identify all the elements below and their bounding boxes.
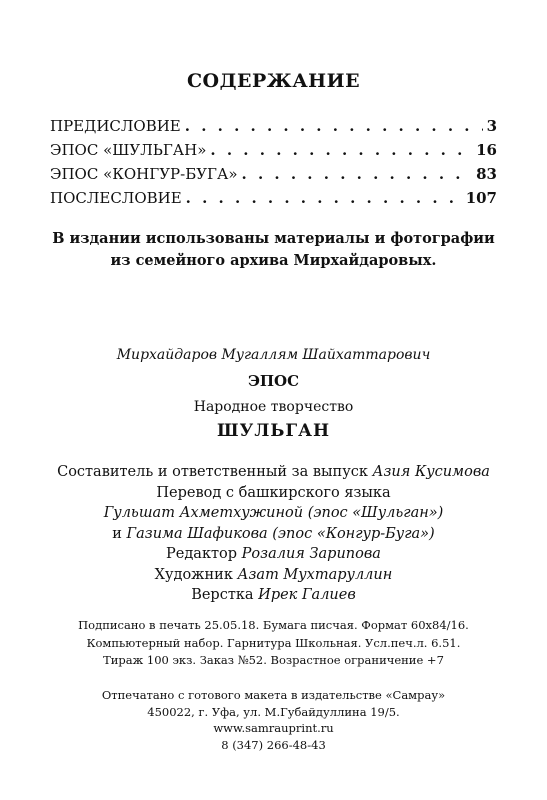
printing-details: [0, 617, 547, 670]
credit-artist: [0, 565, 547, 586]
toc-leader-dots: [185, 117, 483, 135]
credit-translator-1: [0, 503, 547, 524]
toc-item-label: ПРЕДИСЛОВИЕ: [50, 117, 181, 135]
toc-item-page: 3: [486, 117, 497, 135]
credits: [0, 462, 547, 606]
book-title: ШУЛЬГАН: [216, 421, 331, 441]
credit-layout: [0, 585, 547, 606]
publisher-website[interactable]: www.samrauprint.ru: [213, 721, 334, 735]
credit-label: Составитель и ответственный за выпуск: [57, 464, 368, 480]
toc-item-shulgan[interactable]: [50, 141, 497, 165]
publisher-phone: 8 (347) 266-48-43: [221, 737, 326, 752]
toc-item-preface[interactable]: [50, 117, 497, 141]
book-author: Мирхайдаров Мугаллям Шайхаттарович: [116, 347, 431, 363]
book-subtitle: Народное творчество: [193, 399, 354, 415]
toc-item-label: ЭПОС «КОНГУР-БУГА»: [50, 165, 238, 183]
archive-note-line: В издании использованы материалы и фотографии: [52, 230, 495, 247]
credit-translation: Перевод с башкирского языка: [156, 484, 391, 501]
credit-name: Ирек Галиев: [258, 587, 356, 603]
table-of-contents: [50, 117, 497, 213]
toc-leader-dots: [186, 189, 462, 207]
toc-item-page: 16: [476, 141, 497, 159]
credit-name: Гульшат Ахметхужиной (эпос «Шульган»): [103, 505, 444, 521]
credit-label: Редактор: [166, 546, 238, 562]
credit-name: Розалия Зарипова: [241, 546, 381, 562]
publisher-details: [0, 687, 547, 753]
toc-item-page: 83: [476, 165, 497, 183]
toc-item-afterword[interactable]: [50, 189, 497, 213]
printing-line: Компьютерный набор. Гарнитура Школьная. Усл.печ.л. 6.51.: [86, 635, 461, 650]
toc-item-label: ЭПОС «ШУЛЬГАН»: [50, 141, 207, 159]
printing-line: Тираж 100 экз. Заказ №52. Возрастное ограничение +7: [103, 653, 444, 667]
credit-name: Газима Шафикова (эпос «Конгур-Буга»): [126, 525, 435, 542]
toc-item-page: 107: [465, 189, 497, 207]
archive-note-line: из семейного архива Мирхайдаровых.: [110, 252, 437, 269]
credit-name: Азат Мухтаруллин: [237, 566, 393, 583]
publisher-address: 450022, г. Уфа, ул. М.Губайдуллина 19/5.: [147, 704, 400, 719]
credit-editor: [0, 544, 547, 565]
book-genre: ЭПОС: [247, 372, 300, 390]
printing-line: Подписано в печать 25.05.18. Бумага писчая. Формат 60x84/16.: [78, 618, 469, 632]
credit-conjunction: и: [112, 525, 122, 542]
credit-label: Верстка: [191, 587, 254, 603]
publisher-line: Отпечатано с готового макета в издательстве «Самрау»: [101, 688, 446, 702]
credit-compiler: [0, 462, 547, 483]
credit-translator-2: [0, 524, 547, 545]
toc-leader-dots: [242, 165, 473, 183]
archive-note: [0, 228, 547, 272]
credit-label: Художник: [154, 566, 233, 583]
toc-heading: СОДЕРЖАНИЕ: [186, 70, 361, 92]
credit-name: Азия Кусимова: [372, 464, 490, 480]
toc-item-kongur-buga[interactable]: [50, 165, 497, 189]
toc-leader-dots: [210, 141, 472, 159]
toc-item-label: ПОСЛЕСЛОВИЕ: [50, 189, 182, 207]
